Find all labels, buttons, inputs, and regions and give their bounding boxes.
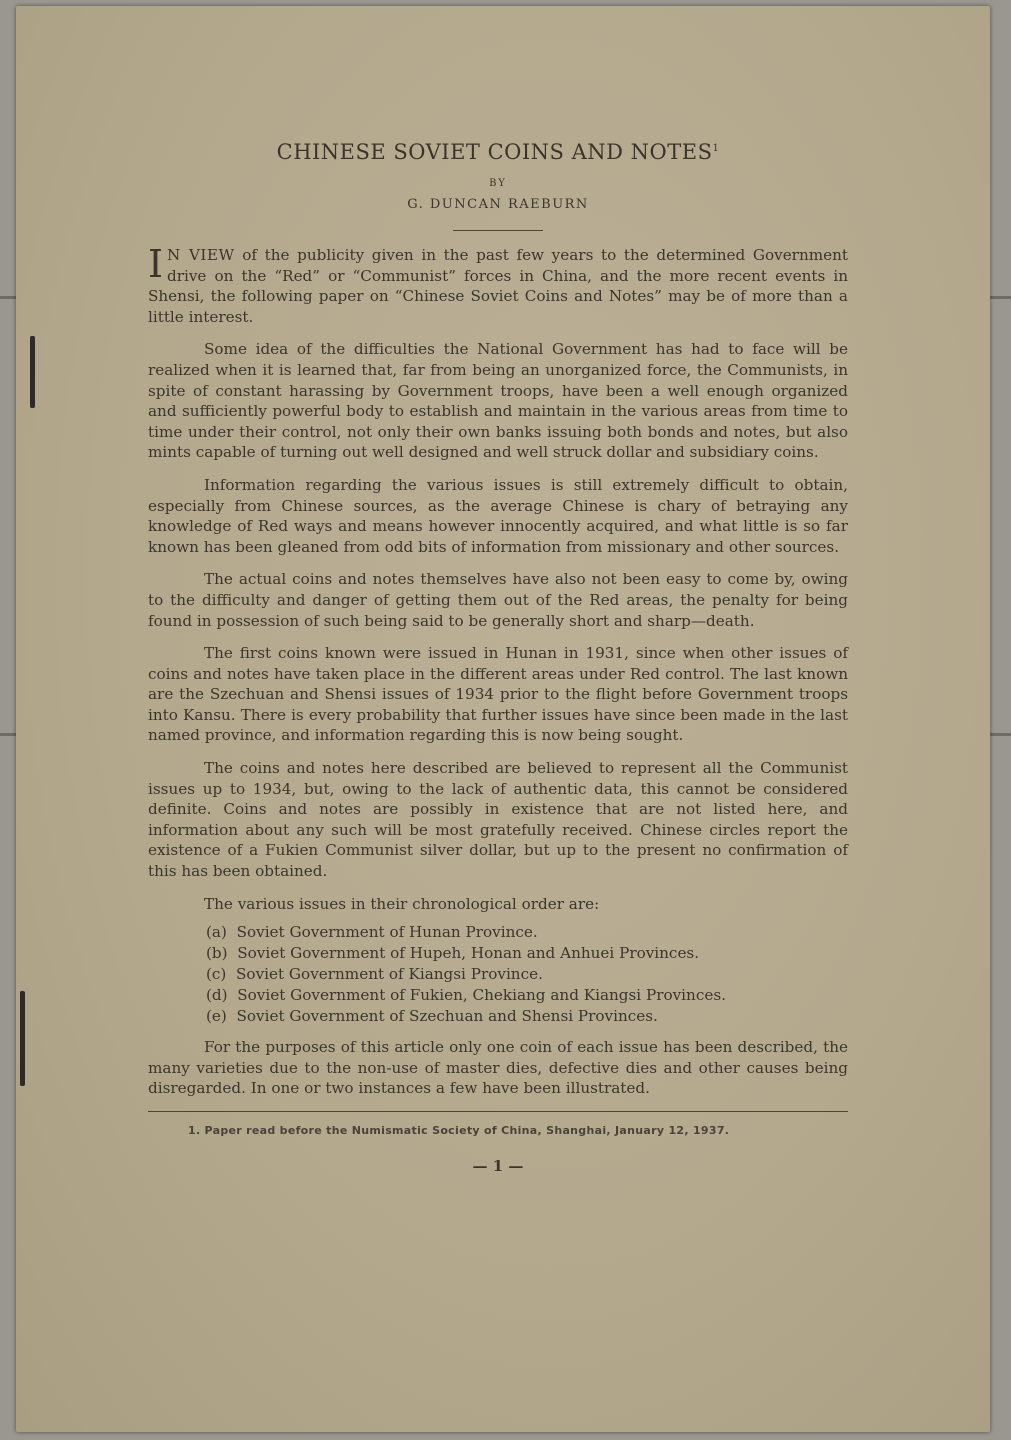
list-item: (a) Soviet Government of Hunan Province. bbox=[206, 923, 538, 942]
paragraph-intro bbox=[148, 242, 849, 327]
article-content bbox=[148, 140, 848, 1175]
issue-list bbox=[206, 922, 848, 1027]
title-divider bbox=[453, 230, 543, 231]
paragraph-intro-text: of the publicity given in the past few years to the determined Government drive on the “Red” or “Communist” forces in China, and the more recent events in Shensi, the following paper on “Chinese Soviet Coins and Notes” may be of more than a little interest. bbox=[148, 246, 849, 326]
list-item: (d) Soviet Government of Fukien, Chekiang and Kiangsi Provinces. bbox=[206, 986, 726, 1005]
paragraph-described: The coins and notes here described are believed to represent all the Communist issues up to 1934, but, owing to the lack of authentic data, this cannot be considered definite. Coins and notes are possibly in existence that are not listed here, and information about any such will be most gratefully received. Chinese circles report the existence of a Fukien Communist silver dollar, but up to the present no confirmation of this has been obtained. bbox=[148, 759, 848, 881]
staple-bottom bbox=[20, 991, 25, 1086]
lead-in: N VIEW bbox=[167, 246, 235, 264]
list-item: (b) Soviet Government of Hupeh, Honan and Anhuei Provinces. bbox=[206, 944, 700, 963]
paragraph-information: Information regarding the various issues is still extremely difficult to obtain, especially from Chinese sources, as the average Chinese is chary of betraying any knowledge of Red ways and means however innocently acquired, and what little is so far known has been gleaned from odd bits of information from missionary and other sources. bbox=[148, 475, 848, 556]
paragraph-purposes: For the purposes of this article only one coin of each issue has been described, the many varieties due to the non-use of master dies, defective dies and other causes being disregarded. In one or two instances a few have been illustrated. bbox=[148, 1038, 848, 1098]
author-name: G. DUNCAN RAEBURN bbox=[407, 197, 589, 212]
byline-prefix: BY bbox=[489, 178, 507, 189]
list-item: (e) Soviet Government of Szechuan and Shensi Provinces. bbox=[206, 1007, 658, 1026]
paragraph-issues-intro: The various issues in their chronological order are: bbox=[204, 894, 600, 913]
article-body bbox=[148, 242, 849, 1099]
staple-top bbox=[30, 336, 35, 408]
drop-cap: I bbox=[148, 242, 164, 286]
paragraph-coins-notes: The actual coins and notes themselves have also not been easy to come by, owing to the difficulty and danger of getting them out of the Red areas, the penalty for being found in possession of such being said to be generally short and sharp—death. bbox=[148, 570, 848, 630]
footnote-divider bbox=[148, 1111, 848, 1112]
paragraph-difficulties: Some idea of the difficulties the National Government has had to face will be realized when it is learned that, far from being an unorganized force, the Communists, in spite of constant harassing by Government troops, have been a well enough organized and sufficiently powerful body to establish and maintain in the various areas from time to time under their control, not only their own banks issuing both bonds and notes, but also mints capable of turning out well designed and well struck dollar and subsidiary coins. bbox=[148, 340, 848, 462]
title-footnote-marker: 1 bbox=[712, 143, 720, 154]
list-item: (c) Soviet Government of Kiangsi Province. bbox=[206, 965, 543, 984]
page-number: — 1 — bbox=[472, 1157, 524, 1175]
paragraph-first-coins: The first coins known were issued in Hunan in 1931, since when other issues of coins and notes have taken place in the different areas under Red control. The last known are the Szechuan and Shensi issues of 1934 prior to the flight before Government troops into Kansu. There is every probability that further issues have since been made in the last named province, and information regarding this is now being sought. bbox=[148, 644, 848, 745]
footnote: 1. Paper read before the Numismatic Society of China, Shanghai, January 12, 1937. bbox=[188, 1124, 730, 1137]
article-title: CHINESE SOVIET COINS AND NOTES$^1$ bbox=[276, 140, 720, 164]
